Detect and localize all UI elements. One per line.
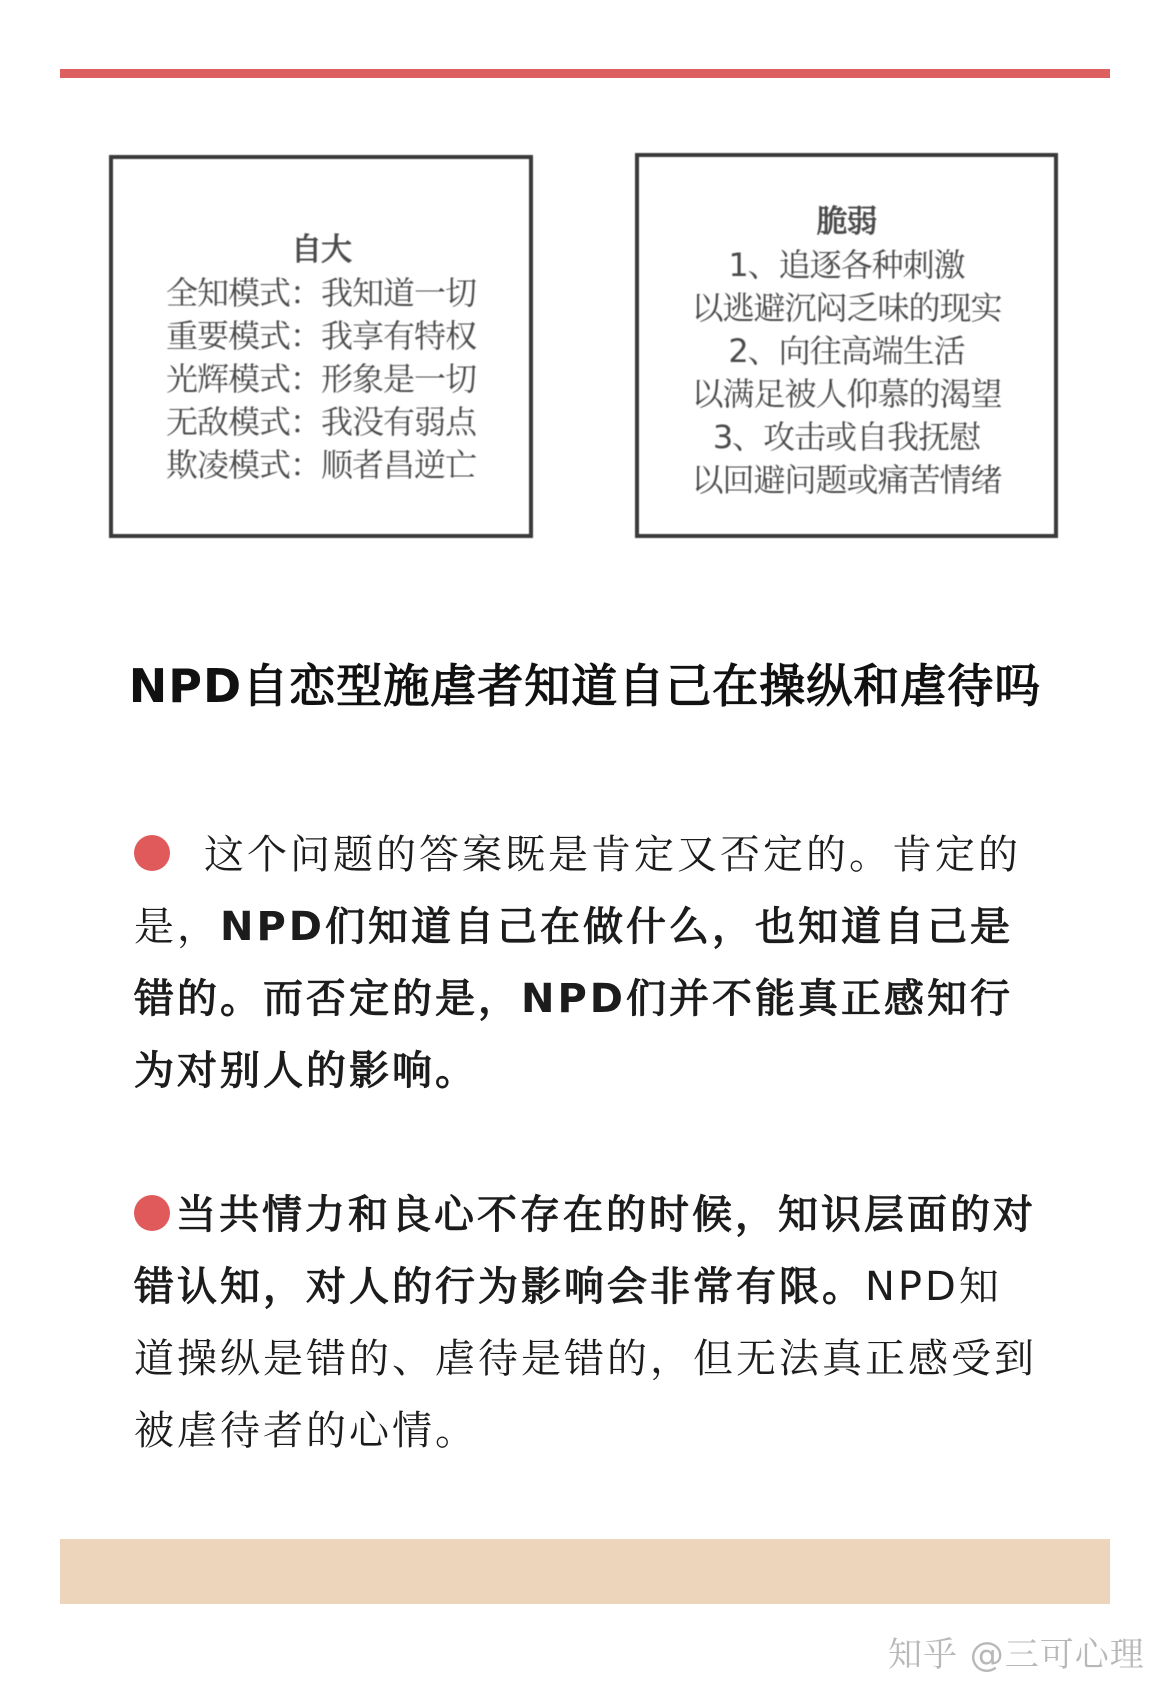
section-heading: NPD自恋型施虐者知道自己在操纵和虐待吗 [128, 659, 1042, 713]
paragraph-text-normal: NPD知道操纵是错的、虐待是错的，但无法真正感受到被虐待者的心情。 [134, 1264, 1037, 1454]
vulnerable-line: 以满足被人仰慕的渴望 [691, 375, 1002, 413]
vulnerable-box-title: 脆弱 [816, 204, 877, 240]
paragraph-empathy [134, 1179, 1040, 1467]
vulnerable-line: 2、向往高端生活 [728, 332, 965, 370]
grandiose-line: 欺凌模式：顺者昌逆亡 [165, 446, 476, 484]
paragraph-text-bold: 当共情力和良心不存在的时候，知识层面的对错认知，对人的行为影响会非常有限。 [134, 1192, 1036, 1310]
paragraph-answer [134, 819, 1040, 1107]
red-bullet-icon [134, 1195, 170, 1231]
grandiose-line: 无敌模式：我没有弱点 [165, 403, 476, 441]
footer-beige-bar [60, 1539, 1110, 1604]
vulnerable-line: 1、追逐各种刺激 [728, 246, 965, 284]
paragraph-text-bold: NPD们知道自己在做什么，也知道自己是错的。而否定的是，NPD们并不能真正感知行为对别人的影响。 [134, 904, 1013, 1094]
grandiose-box [109, 155, 533, 538]
zhihu-watermark: 知乎 @三可心理 [888, 1635, 1145, 1675]
vulnerable-line: 以回避问题或痛苦情绪 [691, 461, 1002, 499]
grandiose-box-title: 自大 [291, 232, 351, 268]
paragraph-text-normal: 这个问题的答案既是肯定又否定的。肯定的是， [134, 832, 1021, 950]
vulnerable-box [635, 153, 1058, 538]
top-accent-rule [60, 69, 1110, 78]
vulnerable-line: 3、攻击或自我抚慰 [712, 418, 981, 456]
grandiose-line: 重要模式：我享有特权 [165, 317, 476, 355]
red-bullet-icon [134, 835, 170, 871]
grandiose-line: 光辉模式：形象是一切 [165, 360, 476, 398]
vulnerable-line: 以逃避沉闷乏味的现实 [691, 289, 1002, 327]
grandiose-line: 全知模式：我知道一切 [165, 274, 476, 312]
